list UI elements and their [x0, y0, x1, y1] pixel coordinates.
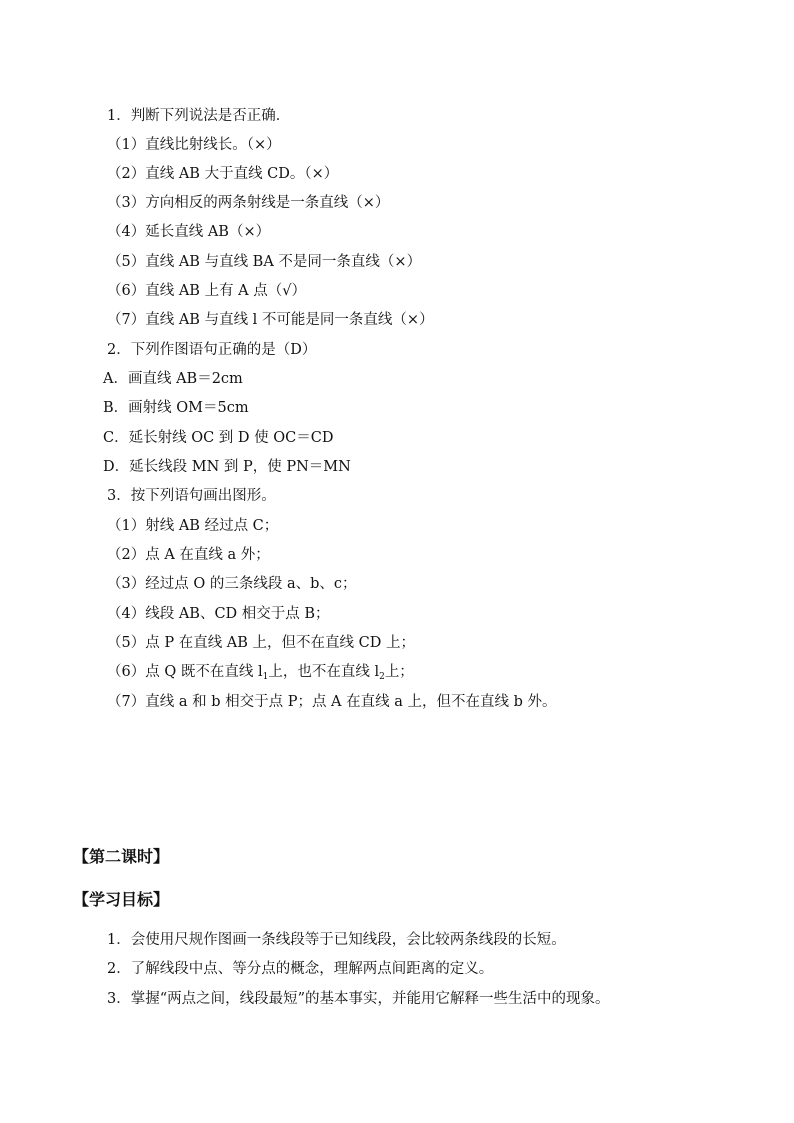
question-1-title: 1．判断下列说法是否正确． [107, 108, 291, 124]
question-3-item-1: （1）射线 AB 经过点 C； [107, 518, 279, 534]
question-1-item-3: （3）方向相反的两条射线是一条直线（×） [107, 195, 390, 211]
question-1-item-4: （4）延长直线 AB（×） [107, 224, 271, 240]
learning-goal-3: 3．掌握“两点之间，线段最短”的基本事实，并能用它解释一些生活中的现象。 [107, 991, 610, 1007]
question-3-title: 3．按下列语句画出图形。 [107, 488, 276, 504]
question-2-option-d: D．延长线段 MN 到 P，使 PN＝MN [103, 459, 351, 475]
question-1-item-2: （2）直线 AB 大于直线 CD。（×） [107, 166, 339, 182]
lesson-heading: 【第二课时】 [73, 847, 170, 866]
item-6-prefix: （6）点 Q 既不在直线 [107, 664, 258, 680]
question-3-item-6 [107, 662, 414, 682]
question-1-item-6: （6）直线 AB 上有 A 点（√） [107, 283, 306, 299]
item-6-middle: 上，也不在直线 [268, 664, 375, 680]
question-2-title: 2．下列作图语句正确的是（D） [107, 342, 317, 358]
learning-goal-2: 2．了解线段中点、等分点的概念，理解两点间距离的定义。 [107, 961, 494, 977]
question-3-item-4: （4）线段 AB、CD 相交于点 B； [107, 606, 330, 622]
item-6-suffix: 上； [384, 664, 414, 680]
question-3-item-2: （2）点 A 在直线 a 外； [107, 547, 270, 563]
question-2-option-a: A．画直线 AB＝2cm [103, 371, 243, 387]
learning-goals-heading: 【学习目标】 [73, 890, 170, 909]
question-3-item-5: （5）点 P 在直线 AB 上，但不在直线 CD 上； [107, 635, 415, 651]
question-1-item-5: （5）直线 AB 与直线 BA 不是同一条直线（×） [107, 254, 422, 270]
question-3-item-3: （3）经过点 O 的三条线段 a、b、c； [107, 576, 357, 592]
question-1-item-7: （7）直线 AB 与直线 l 不可能是同一条直线（×） [107, 312, 434, 328]
line-l1-subscript: 1 [262, 672, 269, 682]
question-1-item-1: （1）直线比射线长。（×） [107, 137, 281, 153]
question-2-option-c: C．延长射线 OC 到 D 使 OC＝CD [103, 430, 334, 446]
line-l2-symbol: l [374, 664, 380, 680]
line-l1-symbol: l [257, 664, 263, 680]
learning-goal-1: 1．会使用尺规作图画一条线段等于已知线段，会比较两条线段的长短。 [107, 932, 566, 948]
line-l2-subscript: 2 [379, 672, 385, 682]
question-2-option-b: B．画射线 OM＝5cm [103, 400, 249, 416]
question-3-item-7: （7）直线 a 和 b 相交于点 P；点 A 在直线 a 上，但不在直线 b 外。 [107, 694, 557, 710]
